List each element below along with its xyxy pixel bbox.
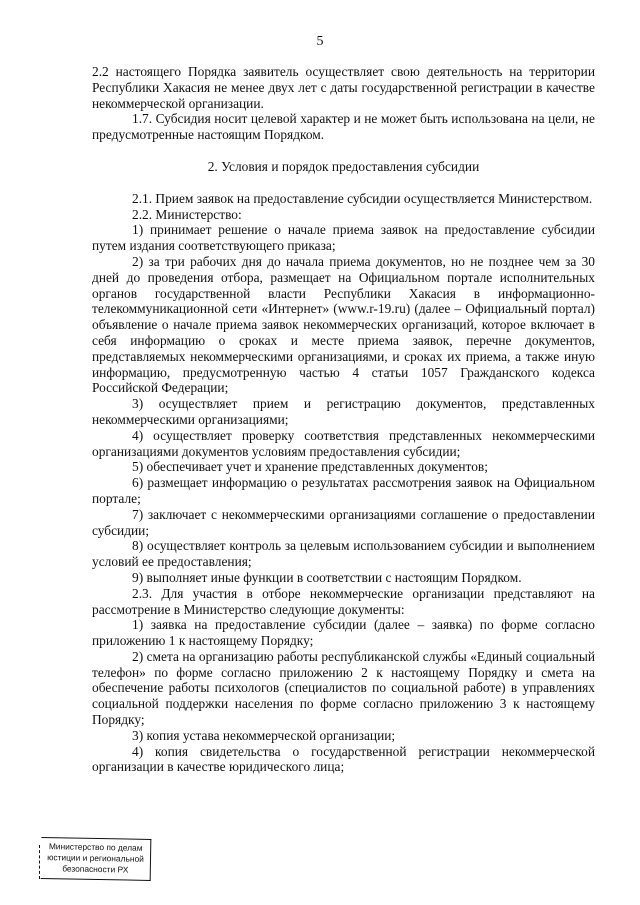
list-item-2-3-2: 2) смета на организацию работы республиканской службы «Единый социальный телефон» по форме согласно приложению 2 к настоящему Порядку и смета на обеспечение работы психологов (специалистов по социальной работе) в управлениях социальной поддержки населения по форме согласно приложению 3 к настоящему Порядку;	[92, 648, 595, 728]
list-item-2-2-9: 9) выполняет иные функции в соответствии с настоящим Порядком.	[132, 569, 522, 585]
list-item-2-2-3: 3) осуществляет прием и регистрацию документов, представленных некоммерческими организациями;	[92, 396, 595, 427]
list-item-2-3-4: 4) копия свидетельства о государственной регистрации некоммерческой организации в качестве юридического лица;	[92, 743, 595, 775]
list-item-2-2-8: 8) осуществляет контроль за целевым использованием субсидии и выполнением условий ее предоставления;	[92, 538, 595, 570]
stamp-line-1: Министерство по делам	[48, 841, 143, 853]
stamp-line-3: безопасности РХ	[62, 863, 129, 875]
page-number: 5	[316, 34, 324, 49]
paragraph-2-1: 2.1. Прием заявок на предоставление субсидии осуществляется Министерством.	[132, 190, 593, 206]
list-item-2-2-6: 6) размещает информацию о результатах рассмотрения заявок на Официальном портале;	[92, 475, 595, 506]
list-item-2-2-2: 2) за три рабочих дня до начала приема документов, но не позднее чем за 30 дней до проведения отбора, размещает на Официальном портале исполнительных органов государственной власти Республики Хакасия в информационно-телекоммуникационной сети «Интернет» (www.r-19.ru) (далее – Официальный портал) объявление о начале приема заявок некоммерческих организаций, которое включает в себя информацию о сроках и месте приема заявок, перечне документов, представляемых некоммерческими организациями, и сроках их приема, а также иную информацию, предусмотренную частью 4 статьи 1057 Гражданского кодекса Российской Федерации;	[92, 253, 595, 396]
section-title: 2. Условия и порядок предоставления субсидии	[207, 158, 480, 174]
paragraph-2-3: 2.3. Для участия в отборе некоммерческие организации представляют на рассмотрение в Министерство следующие документы:	[92, 585, 595, 617]
list-item-2-3-3: 3) копия устава некоммерческой организации;	[132, 727, 396, 743]
paragraph-2-2: 2.2. Министерство:	[132, 206, 242, 222]
stamp-line-2: юстиции и региональной	[47, 852, 144, 864]
paragraph-1-7: 1.7. Субсидия носит целевой характер и не может быть использована на цели, не предусмотренные настоящим Порядком.	[92, 111, 595, 143]
list-item-2-2-1: 1) принимает решение о начале приема заявок на предоставление субсидии путем издания соответствующего приказа;	[92, 222, 595, 254]
list-item-2-2-5: 5) обеспечивает учет и хранение представленных документов;	[132, 459, 488, 475]
list-item-2-2-4: 4) осуществляет проверку соответствия представленных некоммерческими организациями документов условиям предоставления субсидии;	[92, 427, 595, 459]
ministry-stamp	[41, 837, 152, 881]
list-item-2-2-7: 7) заключает с некоммерческими организациями соглашение о предоставлении субсидии;	[92, 506, 595, 538]
list-item-2-3-1: 1) заявка на предоставление субсидии (далее – заявка) по форме согласно приложению 1 к настоящему Порядку;	[92, 617, 595, 649]
paragraph-continuation: 2.2 настоящего Порядка заявитель осуществляет свою деятельность на территории Республики Хакасия не менее двух лет с даты государственной регистрации в качестве некоммерческой организации.	[92, 64, 595, 111]
document-body	[92, 64, 595, 775]
